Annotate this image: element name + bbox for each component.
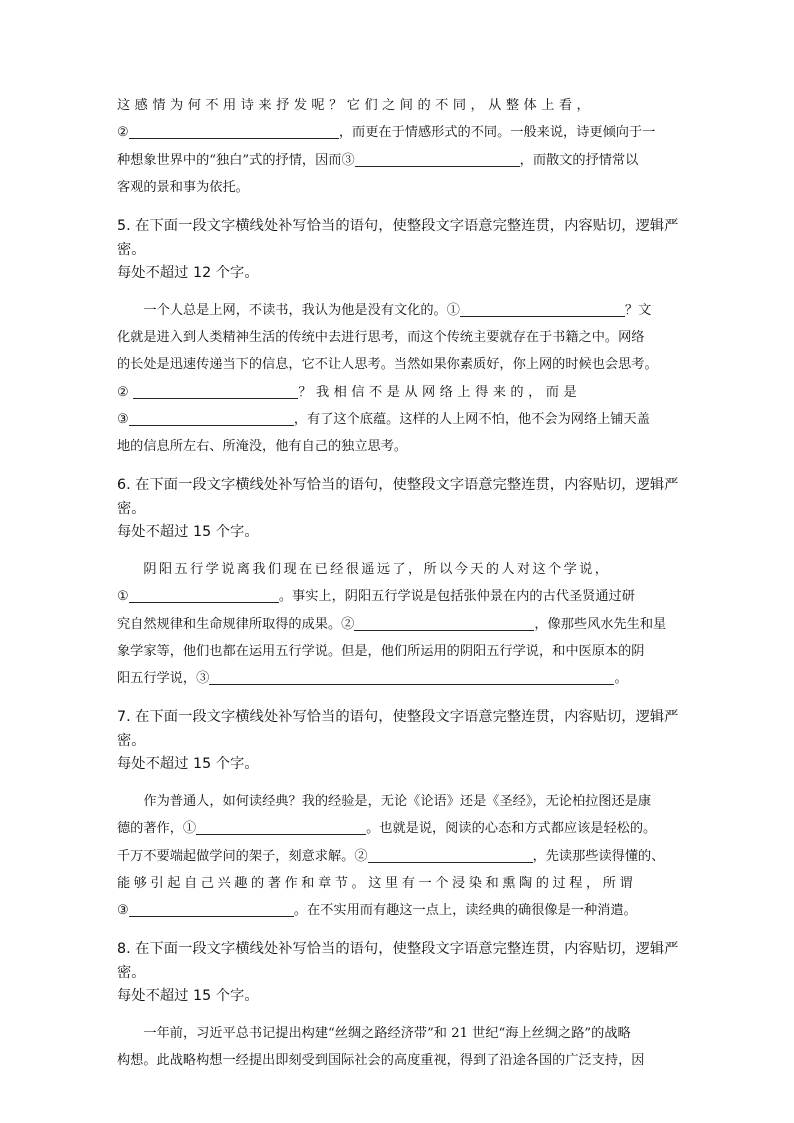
question-8 <box>117 938 683 1074</box>
text-line: 的长处是迅速传递当下的信息，它不让人思考。当然如果你素质好，你上网的时候也会思考。 <box>117 357 658 373</box>
text-line <box>117 379 683 406</box>
question-limit: 每处不超过 15 个字。 <box>117 524 259 541</box>
text-line: 能够引起自己兴趣的著作和章节。这里有一个浸染和熏陶的过程，所谓 <box>117 875 637 891</box>
text-line <box>117 815 683 842</box>
answer-blank[interactable] <box>355 151 520 167</box>
text-span: 一个人总是上网，不读书，我认为他是没有文化的。① <box>143 302 460 318</box>
text-span: 。也就是说，阅读的心态和方式都应该是轻松的。 <box>366 821 657 837</box>
text-line <box>117 147 683 174</box>
answer-blank[interactable] <box>196 819 366 835</box>
text-span: ，而散文的抒情常以 <box>519 152 639 168</box>
text-line <box>117 611 683 638</box>
text-span: 千万不要端起做学问的架子，刻意求解。② <box>117 848 368 864</box>
blank-number: ② <box>117 125 129 141</box>
text-span: ，先读那些读得懂的、 <box>532 848 665 864</box>
answer-blank[interactable] <box>368 847 533 863</box>
question-limit: 每处不超过 12 个字。 <box>117 265 259 282</box>
text-span: ？我相信不是从网络上得来的，而是 <box>298 384 582 400</box>
question-title: 5. 在下面一段文字横线处补写恰当的语句，使整段文字语意完整连贯，内容贴切，逻辑严密。 <box>117 218 679 258</box>
question-title: 8. 在下面一段文字横线处补写恰当的语句，使整段文字语意完整连贯，内容贴切，逻辑严密。 <box>117 941 679 981</box>
answer-blank[interactable] <box>129 410 294 426</box>
text-line: 这感情为何不用诗来抒发呢？它们之间的不同，从整体上看， <box>117 98 595 113</box>
text-line: 化就是进入到人类精神生活的传统中去进行思考，而这个传统主要就存在于书籍之中。网络 <box>117 329 645 345</box>
answer-blank[interactable] <box>129 123 339 139</box>
question-limit: 每处不超过 15 个字。 <box>117 988 259 1005</box>
answer-blank[interactable] <box>354 615 534 631</box>
text-line: 地的信息所左右、所淹没，他有自己的独立思考。 <box>117 439 408 455</box>
text-line <box>117 897 683 924</box>
question-title: 7. 在下面一段文字横线处补写恰当的语句，使整段文字语意完整连贯，内容贴切，逻辑严密。 <box>117 709 679 749</box>
blank-number: ③ <box>117 903 129 919</box>
document-page <box>117 92 683 1075</box>
text-line: 一年前，习近平总书记提出构建“丝绸之路经济带”和 21 世纪“海上丝绸之路”的战略 <box>143 1025 631 1041</box>
text-span: 阳五行学说，③ <box>117 671 210 687</box>
question-5 <box>117 215 683 460</box>
text-span: 。事实上，阴阳五行学说是包括张仲景在内的古代圣贤通过研 <box>278 589 635 605</box>
text-line <box>117 843 683 870</box>
text-span: ？文 <box>624 302 652 318</box>
text-line: 作为普通人，如何读经典？我的经验是，无论《论语》还是《圣经》，无论柏拉图还是康 <box>143 793 652 809</box>
blank-number: ② <box>117 384 134 400</box>
answer-blank[interactable] <box>129 587 279 603</box>
answer-blank[interactable] <box>460 301 625 317</box>
text-line: 构想。此战略构想一经提出即刻受到国际社会的高度重视，得到了沿途各国的广泛支持，因 <box>117 1053 645 1069</box>
text-span: ，有了这个底蕴。这样的人上网不怕，他不会为网络上铺天盖 <box>293 411 650 427</box>
text-span: 种想象世界中的“独白”式的抒情，因而③ <box>117 152 355 168</box>
text-line <box>117 119 683 146</box>
blank-number: ① <box>117 589 129 605</box>
text-line <box>117 665 683 692</box>
answer-blank[interactable] <box>129 901 294 917</box>
text-span: 德的著作，① <box>117 821 197 837</box>
text-span: ，像那些风水先生和星 <box>534 616 667 632</box>
question-title: 6. 在下面一段文字横线处补写恰当的语句，使整段文字语意完整连贯，内容贴切，逻辑严密。 <box>117 477 679 517</box>
question-7 <box>117 706 683 924</box>
text-line <box>117 583 683 610</box>
answer-blank[interactable] <box>209 669 614 685</box>
text-span: ，而更在于情感形式的不同。一般来说，诗更倾向于一 <box>338 125 656 141</box>
blank-number: ③ <box>117 411 129 427</box>
text-span: 。在不实用而有趣这一点上，读经典的确很像是一种消遣。 <box>293 903 637 919</box>
text-line: 阴阳五行学说离我们现在已经很遥远了，所以今天的人对这个学说， <box>143 561 611 577</box>
question-limit: 每处不超过 15 个字。 <box>117 756 259 773</box>
answer-blank[interactable] <box>133 383 298 399</box>
question-6 <box>117 474 683 692</box>
text-line <box>117 406 683 433</box>
text-line: 客观的景和事为依托。 <box>117 179 249 195</box>
text-line <box>117 297 683 324</box>
text-span: 。 <box>614 671 628 687</box>
intro-paragraph <box>117 92 683 201</box>
text-line: 象学家等，他们也都在运用五行学说。但是，他们所运用的阴阳五行学说，和中医原本的阴 <box>117 643 645 659</box>
text-span: 究自然规律和生命规律所取得的成果。② <box>117 616 355 632</box>
